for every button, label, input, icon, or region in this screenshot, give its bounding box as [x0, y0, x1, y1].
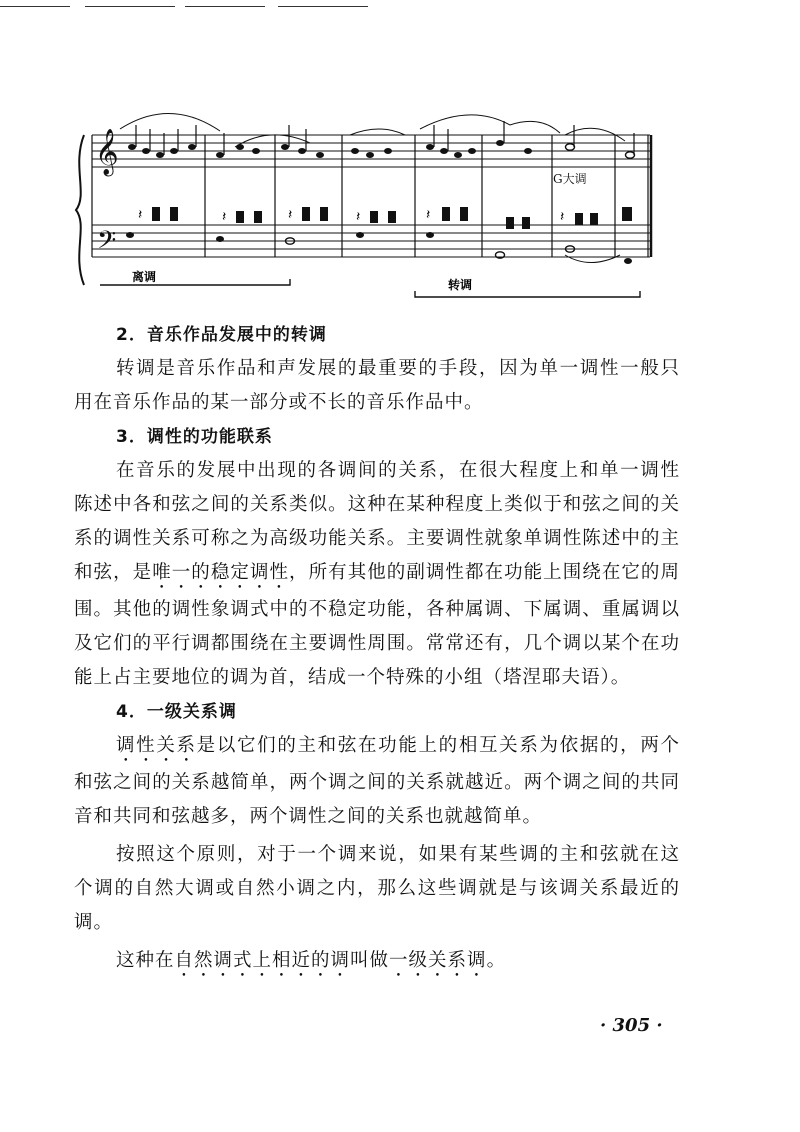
svg-text:𝄽: 𝄽	[426, 207, 431, 223]
section-heading: 3．调性的功能联系	[116, 427, 273, 447]
label-g-major: G大调	[553, 172, 587, 186]
section-heading: 4．一级关系调	[116, 702, 237, 722]
slur	[120, 113, 220, 131]
slur	[235, 135, 310, 147]
slur	[350, 129, 405, 135]
music-score	[70, 95, 670, 325]
label-modulation: 转调	[448, 278, 473, 292]
top-rule	[278, 6, 368, 7]
emphasized-text: 唯一的稳定调性	[152, 562, 290, 583]
text-run: 。	[486, 950, 507, 971]
emphasized-text: 一级关系调	[389, 950, 487, 971]
paragraph: 按照这个原则，对于一个调来说，如果有某些调的主和弦就在这个调的自然大调或自然小调之内，那么这些调就是与该调关系最近的调。	[74, 844, 680, 933]
bass-staff	[92, 225, 650, 257]
text-run: 叫做	[350, 950, 390, 971]
paragraph	[74, 944, 680, 981]
paragraph: 转调是音乐作品和声发展的最重要的手段，因为单一调性一般只用在音乐作品的某一部分或不长的音乐作品中。	[74, 358, 680, 413]
slur	[510, 121, 560, 133]
paragraph	[74, 454, 680, 695]
top-rule	[185, 6, 265, 7]
slur	[565, 255, 620, 263]
top-rule	[85, 6, 175, 7]
text-body	[74, 318, 680, 981]
svg-text:𝄽: 𝄽	[356, 209, 361, 225]
emphasized-text: 自然调式上相近的调	[174, 950, 351, 971]
treble-clef: 𝄞	[95, 129, 119, 175]
svg-text:𝄽: 𝄽	[138, 207, 143, 223]
bass-chords	[126, 207, 632, 264]
text-run: ，所有其他的副调性都在功能上围绕在它的周围。其他的调性象调式中的不稳定功能，各种属调、下属调、重属调以及它们的平行调都围绕在主要调性周围。常常还有，几个调以某个在功能上占主要地位的调为首，结成一个特殊的小组（塔涅耶夫语）。	[74, 562, 680, 688]
page-number: · 305 ·	[600, 1015, 663, 1036]
top-rule	[0, 6, 70, 7]
emphasized-text: 调性关系	[116, 735, 197, 756]
text-run: 在音乐的发展中出现的各调间的关系，在很大程度上和单一调性陈述中各和弦之间的关系类似。这种在某种程度上类似于和弦之间的关系的调性关系可称之为高级功能关系。主要调性就象单调性陈述中的主和弦，是	[74, 460, 680, 583]
text-run: 是以它们的主和弦在功能上的相互关系为依据的，两个和弦之间的关系越简单，两个调之间的关系就越近。两个调之间的共同音和共同和弦越多，两个调性之间的关系也就越简单。	[74, 735, 680, 827]
svg-text:𝄽: 𝄽	[560, 209, 565, 225]
label-modulation-partial: 离调	[132, 270, 157, 284]
bass-clef: 𝄢	[97, 226, 117, 261]
section-heading: 2．音乐作品发展中的转调	[116, 325, 327, 345]
rests	[138, 207, 564, 225]
svg-text:𝄽: 𝄽	[222, 209, 227, 225]
brace	[76, 135, 84, 285]
paragraph	[74, 729, 680, 834]
svg-text:𝄽: 𝄽	[288, 207, 293, 223]
section-brackets	[100, 279, 640, 297]
text-run: 这种在	[116, 950, 175, 971]
